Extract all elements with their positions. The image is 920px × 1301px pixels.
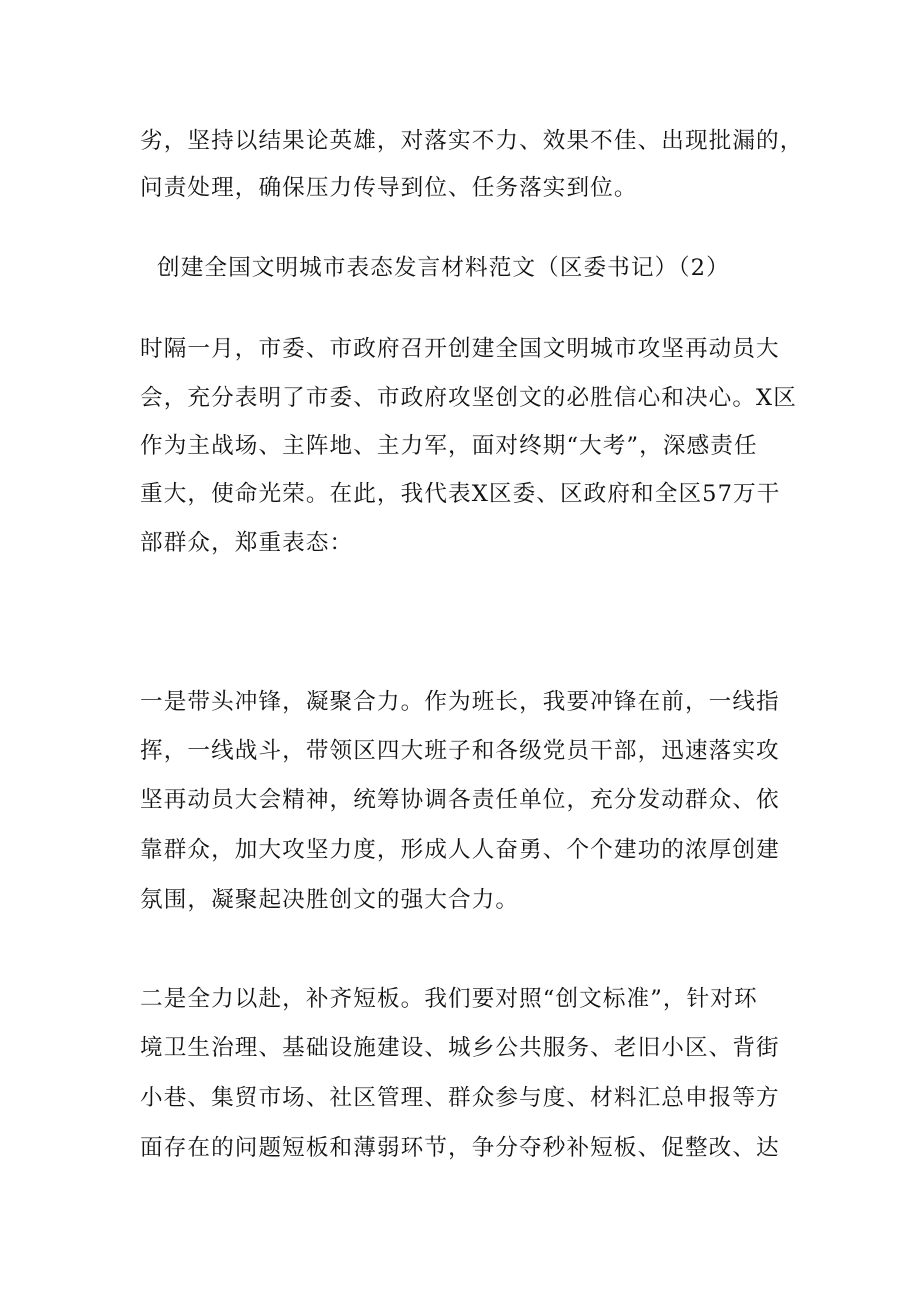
body-line: 面存在的问题短板和薄弱环节，争分夺秒补短板、促整改、达 [140,1135,780,1161]
body-line: 时隔一月，市委、市政府召开创建全国文明城市攻坚再动员大 [140,336,780,362]
body-line: 部群众，郑重表态： [140,530,354,556]
body-line: 作为主战场、主阵地、主力军，面对终期“大考”，深感责任 [140,433,758,459]
body-line: 氛围，凝聚起决胜创文的强大合力。 [140,887,520,913]
body-line: 小巷、集贸市场、社区管理、群众参与度、材料汇总申报等方 [140,1085,780,1111]
body-line: 二是全力以赴，补齐短板。我们要对照“创文标准”，针对环 [140,986,758,1012]
body-line: 重大，使命光荣。在此，我代表X区委、区政府和全区57万干 [140,481,781,507]
body-line: 一是带头冲锋，凝聚合力。作为班长，我要冲锋在前，一线指 [140,689,780,715]
body-line: 会，充分表明了市委、市政府攻坚创文的必胜信心和决心。X区 [140,385,797,411]
body-line: 问责处理，确保压力传导到位、任务落实到位。 [140,175,638,201]
body-line: 境卫生治理、基础设施建设、城乡公共服务、老旧小区、背街 [140,1035,780,1061]
body-line: 劣，坚持以结果论英雄，对落实不力、效果不佳、出现批漏的， [140,128,804,154]
body-line: 靠群众，加大攻坚力度，形成人人奋勇、个个建功的浓厚创建 [140,837,780,863]
body-line: 挥，一线战斗，带领区四大班子和各级党员干部，迅速落实攻 [140,738,780,764]
body-line: 坚再动员大会精神，统筹协调各责任单位，充分发动群众、依 [140,787,780,813]
section-title: 创建全国文明城市表态发言材料范文（区委书记）（2） [157,255,730,281]
